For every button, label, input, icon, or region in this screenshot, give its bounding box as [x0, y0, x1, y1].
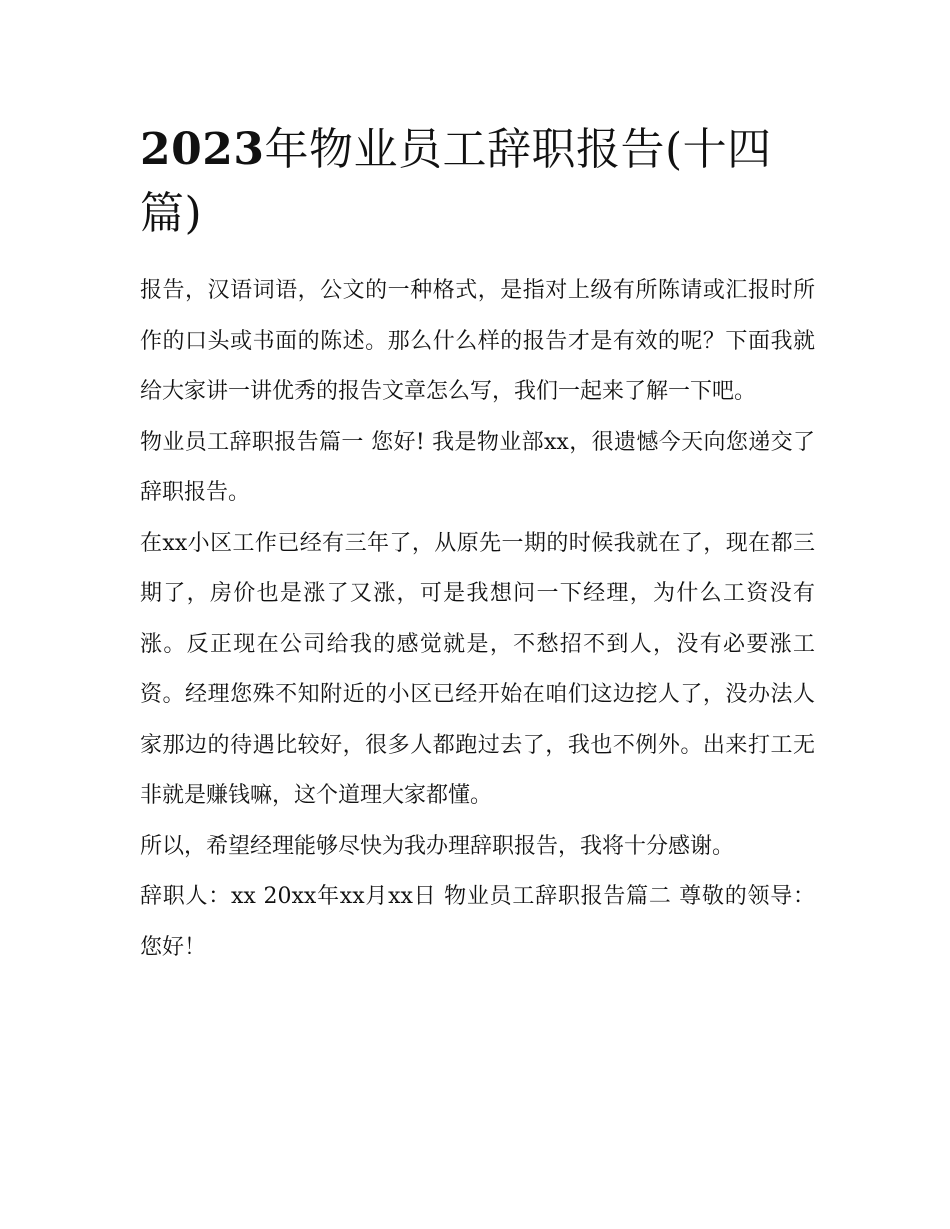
- document-title: [140, 118, 815, 246]
- paragraph-work-experience: 在xx小区工作已经有三年了，从原先一期的时候我就在了，现在都三期了，房价也是涨了又涨，可是我想问一下经理，为什么工资没有涨。反正现在公司给我的感觉就是，不愁招不到人，没有必要涨工资。经理您殊不知附近的小区已经开始在咱们这边挖人了，没办法人家那边的待遇比较好，很多人都跑过去了，我也不例外。出来打工无非就是赚钱嘛，这个道理大家都懂。: [140, 530, 815, 808]
- paragraph-request: 所以，希望经理能够尽快为我办理辞职报告，我将十分感谢。: [140, 833, 735, 859]
- paragraph-signature-section-two: 辞职人：xx 20xx年xx月xx日 物业员工辞职报告篇二 尊敬的领导： 您好！: [140, 884, 815, 960]
- document-content: [140, 118, 815, 973]
- title-text: 年物业员工辞职报告(十四篇): [140, 124, 772, 239]
- paragraph-intro: 报告，汉语词语，公文的一种格式，是指对上级有所陈请或汇报时所作的口头或书面的陈述。那么什么样的报告才是有效的呢？下面我就给大家讲一讲优秀的报告文章怎么写，我们一起来了解一下吧。: [140, 278, 815, 404]
- paragraph-section-one-greeting: 物业员工辞职报告篇一 您好! 我是物业部xx，很遗憾今天向您递交了辞职报告。: [140, 429, 815, 505]
- title-year: 2023: [140, 124, 265, 175]
